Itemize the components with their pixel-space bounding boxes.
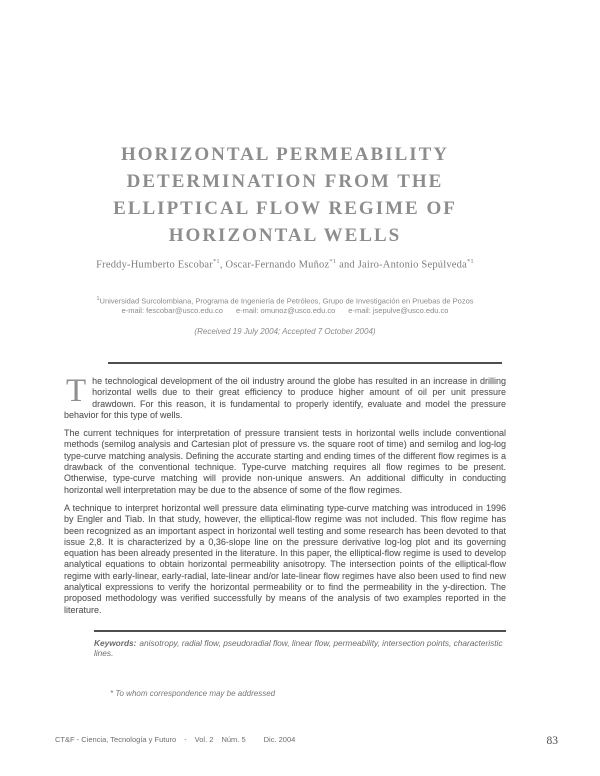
abstract-paragraph-1 xyxy=(64,373,506,421)
affiliation-block xyxy=(64,294,506,317)
journal-citation xyxy=(55,735,295,744)
content-column xyxy=(64,0,506,658)
received-note: (Received 19 July 2004; Accepted 7 October 2004) xyxy=(194,327,376,336)
journal-name: CT&F - Ciencia, Tecnología y Futuro xyxy=(55,735,177,744)
drop-cap: T xyxy=(66,373,87,409)
author-name-3: Jairo-Antonio Sepúlveda xyxy=(357,259,467,271)
issue-label: Núm. 5 xyxy=(221,735,246,744)
keywords-label: Keywords: xyxy=(94,637,137,648)
title-line-4: HORIZONTAL WELLS xyxy=(168,225,402,246)
authors-byline xyxy=(64,258,506,271)
abstract-paragraph-1-text: he technological development of the oil industry around the globe has resulted in an increase in drilling horizontal wells due to their great efficiency to produce higher amount of oil per unit pressure drawdown. For this reason, it is fundamental to properly identify, evaluate and model the pressure behavior for this type of wells. xyxy=(64,376,506,420)
keywords-line xyxy=(94,638,506,658)
email-item-3: e-mail: jsepulve@usco.edu.co xyxy=(348,306,449,315)
divider-rule-keywords xyxy=(94,630,506,632)
author-superscript-2: *1 xyxy=(329,258,337,265)
affiliation-marker: 1 xyxy=(96,295,100,302)
author-separator-2: and xyxy=(336,259,358,271)
affiliation-emails xyxy=(64,306,506,316)
page-title xyxy=(64,141,506,249)
correspondence-footnote: * To whom correspondence may be addressed xyxy=(110,689,276,698)
abstract-paragraph-3: A technique to interpret horizontal well pressure data eliminating type-curve matching was introduced in 1996 by Engler and Tiab. In that study, however, the elliptical-flow regime was not included. This flow regime has been recognized as an important aspect in horizontal well testing and some research has been devoted to that issue 2,8. It is characterized by a 0,36-slope line on the pressure derivative log-log plot and its governing equation has been already presented in the literature. In this paper, the elliptical-flow regime is used to develop analytical equations to obtain horizontal permeability anisotropy. The intersection points of the elliptical-flow regime with early-linear, early-radial, late-linear and/or late-linear flow regimes have also been used to find new analytical expressions to verify the horizontal permeability or to find the permeability in the y-direction. The proposed methodology was verified successfully by means of the analysis of two examples reported in the literature. xyxy=(64,502,506,615)
page-number: 83 xyxy=(546,735,558,747)
affiliation-institution-text: Universidad Surcolombiana, Programa de Ingeniería de Petróleos, Grupo de Investigación en Pruebas de Pozos xyxy=(99,296,474,305)
title-line-3: ELLIPTICAL FLOW REGIME OF xyxy=(113,198,457,219)
abstract-paragraph-2: The current techniques for interpretation of pressure transient tests in horizontal wells include conventional methods (semilog analysis and Cartesian plot of pressure vs. the square root of time) and semilog and log-log type-curve matching analysis. Defining the accurate starting and ending times of the different flow regimes is a drawback of the conventional technique. Type-curve matching requires all flow regimes to be present. Otherwise, type-curve matching will provide non-unique answers. An additional difficulty in conducting horizontal well interpretation may be due to the absence of some of the flow regimes. xyxy=(64,428,506,495)
title-line-2: DETERMINATION FROM THE xyxy=(126,171,444,192)
keywords-text: anisotropy, radial flow, pseudoradial flow, linear flow, permeability, intersection points, characteristic lines. xyxy=(94,637,503,658)
footer-separator: - xyxy=(184,735,187,744)
author-superscript-3: *1 xyxy=(466,258,474,265)
author-separator-1: , xyxy=(219,259,226,271)
email-item-2: e-mail: omunoz@usco.edu.co xyxy=(235,306,336,315)
author-name-1: Freddy-Humberto Escobar xyxy=(96,259,213,271)
volume-label: Vol. 2 xyxy=(194,735,214,744)
affiliation-institution xyxy=(64,294,506,307)
author-superscript-1: *1 xyxy=(212,258,220,265)
author-name-2: Oscar-Fernando Muñoz xyxy=(225,259,330,271)
divider-rule-top xyxy=(108,362,502,364)
email-item-1: e-mail: fescobar@usco.edu.co xyxy=(121,306,223,315)
publication-date: Dic. 2004 xyxy=(263,735,296,744)
title-line-1: HORIZONTAL PERMEABILITY xyxy=(120,144,450,165)
page-footer xyxy=(55,735,558,747)
